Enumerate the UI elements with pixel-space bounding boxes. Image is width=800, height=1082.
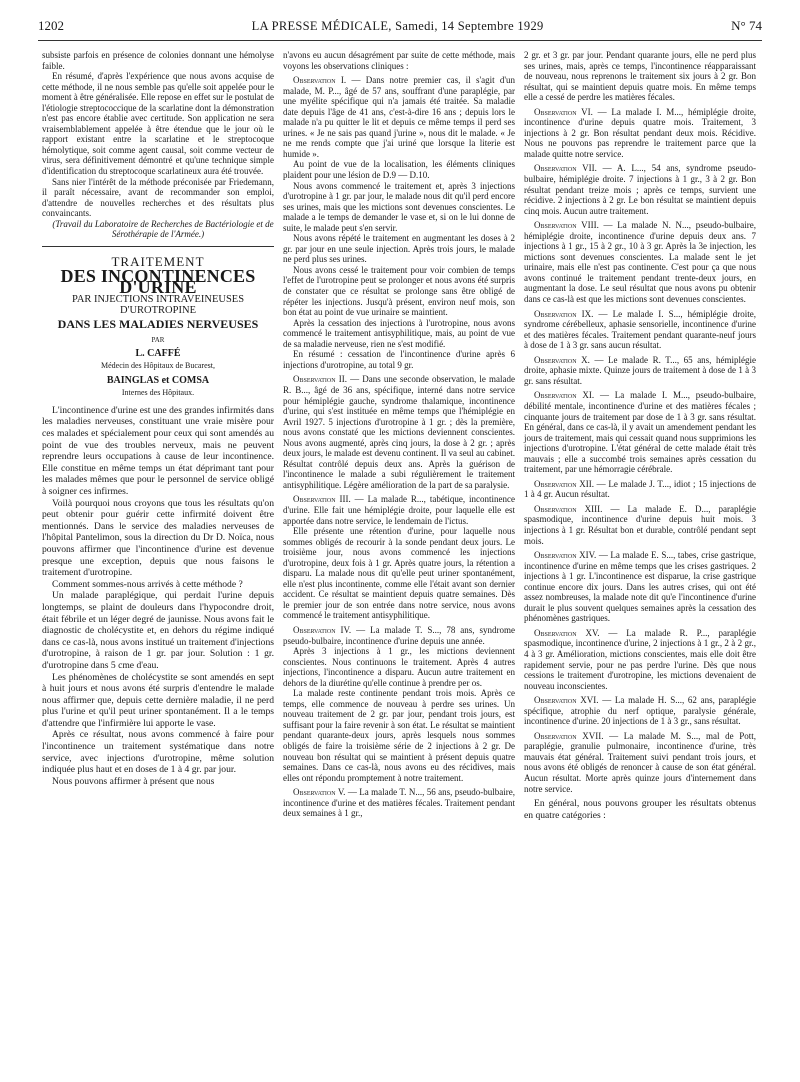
- observation-17: [524, 731, 756, 794]
- observation-12: [524, 479, 756, 500]
- article-subtitle: PAR INJECTIONS INTRAVEINEUSES: [71, 294, 245, 306]
- paragraph: Voilà pourquoi nous croyons que tous les résultats qu'on peut obtenir pour guérir cette infirmité doivent être mentionnés. Dans le service des maladies nerveuses de l'hôpital Pantelimon, sous la direction du Dr D. Noïca, nous pouvons affirmer que l'incontinence d'urine est devenue presque une exception, depuis que nous faisons le traitement d'urotropine.: [42, 497, 274, 579]
- paragraph: Elle présente une rétention d'urine, pour laquelle nous sommes obligés de recourir à la sonde pendant deux jours. Le troisième jour, nous avons commencé les injections d'urotropine, deux fois à 1 gr. Après quatre jours, la rétention a disparu. La malade nous dit qu'elle peut uriner spontanément, elle n'est plus incontinente, comme elle l'était avant son dernier accident. Ce résultat se maintient depuis quatre semaines. Dès le premier jour de son entrée dans notre service, nous avons commencé le traitement antisyphilitique.: [283, 526, 515, 621]
- article-subtitle: D'UROTROPINE: [120, 305, 196, 317]
- paragraph: Nous avons cessé le traitement pour voir combien de temps l'effet de l'urotropine peut se prolonger et nous avons été surpris de constater que ce résultat se prolonge sans être obligé de répéter les injections. Jusqu'à présent, environ neuf mois, son bon état au point de vue urinaire se maintient.: [283, 264, 515, 318]
- journal-running-title: LA PRESSE MÉDICALE, Samedi, 14 Septembre 1929: [251, 19, 544, 33]
- observation-text: — Le malade I. S..., hémiplégie droite, syndrome cérébelleux, aphasie sensorielle, incontinence d'urine et des matières fécales. Traitement pendant quarante-neuf jours à dose de 1 à 3 gr. sans aucun résultat.: [524, 308, 756, 351]
- paragraph: En résumé : cessation de l'incontinence d'urine après 6 injections d'urotropine, au total 9 gr.: [283, 349, 515, 370]
- article-title: DES INCONTINENCES D'URINE: [60, 266, 256, 297]
- observation-text: — La malade R. P..., paraplégie spasmodique, incontinence d'urine, 2 injections à 1 gr., 2 à 2 gr., 4 à 3 gr. Amélioration, mictions conscientes, mais elle doit être rapidement servie, pour ne pas perdre l'urine. Dès que nous cessions le traitement d'urotropine, les mictions devenaient de nouveau inconscientes.: [524, 627, 756, 691]
- observation-2: [283, 374, 515, 490]
- observation-label: Observation I.: [293, 75, 347, 86]
- paragraph: Comment sommes-nous arrivés à cette méthode ?: [52, 578, 243, 590]
- lab-credit: (Travail du Laboratoire de Recherches de Bactériologie et de Sérothérapie de l'Armée.): [52, 218, 274, 240]
- observation-label: Observation XIII.: [534, 503, 603, 514]
- paragraph: Les phénomènes de cholécystite se sont amendés en sept à huit jours et nous avons été surpris d'entendre le malade nous affirmer que, depuis cette dernière maladie, il ne perd plus l'urine et qu'il peut uriner spontanément. Il a le temps d'attendre que l'infirmière lui apporte le vase.: [42, 671, 274, 729]
- paragraph: En général, nous pouvons grouper les résultats obtenus en quatre catégories :: [524, 798, 756, 821]
- observation-label: Observation VI.: [534, 106, 593, 117]
- observation-label: Observation XII.: [534, 478, 594, 489]
- observation-5: [283, 787, 515, 819]
- observation-label: Observation XV.: [534, 627, 600, 638]
- observation-10: [524, 355, 756, 387]
- paragraph: Après 3 injections à 1 gr., les mictions deviennent conscientes. Nous continuons le traitement. Après 4 autres injections, l'incontinence a disparu. Aucun autre traitement en dehors de la diurétine qu'elle continue à prendre per os.: [283, 646, 515, 688]
- observation-text: — La malade T. S..., 78 ans, syndrome pseudo-bulbaire, incontinence d'urine depuis une année.: [283, 624, 515, 646]
- observation-15: [524, 628, 756, 691]
- observation-label: Observation VIII.: [534, 220, 599, 231]
- paragraph: Sans nier l'intérêt de la méthode préconisée par Friedemann, il paraît nécessaire, avant de recommander son emploi, d'attendre de nouvelles recherches et des résultats plus convaincants.: [42, 176, 274, 219]
- observation-4: [283, 625, 515, 646]
- observation-text: — Dans une seconde observation, le malade R. B..., âgé de 36 ans, spécifique, interné dans notre service pour hémiplégie gauche, syndrome thalamique, incontinence d'urine, qui s'est instituée en même temps que l'hémiplégie en Avril 1927. 5 injections d'urotropine à 1 gr. ; dès la première, nous avons constaté que les mictions deviennent conscientes. Nous avons augmenté, après cinq jours, la dose à 2 gr. ; après deux jours, le malade est devenu continent. Il va seul au cabinet. Résultat contrôlé depuis deux ans. Après la guérison de l'incontinence le malade a subi régulièrement le traitement antisyphilitique. Légère amélioration de la part de sa paralysie.: [283, 374, 515, 490]
- observation-label: Observation VII.: [534, 163, 597, 174]
- observation-label: Observation III.: [293, 494, 351, 505]
- paragraph: Après la cessation des injections à l'urotropine, nous avons commencé le traitement antisyphilitique, mais, au point de vue de sa maladie nerveuse, rien ne s'est modifié.: [283, 317, 515, 349]
- observation-text: — La malade T. N..., 56 ans, pseudo-bulbaire, incontinence d'urine et des matières fécales. Traitement pendant deux semaines à 1 gr.,: [283, 787, 516, 819]
- paragraph: Nous avons commencé le traitement et, après 3 injections d'urotropine à 1 gr. par jour, le malade nous dit qu'il perd encore ses urines, mais que les mictions sont devenues conscientes. Le malade a le temps de demander le vase et, si on le lui donne de suite, le malade peut s'en servir.: [283, 180, 515, 233]
- observation-text: — La malade E. D..., paraplégie spasmodique, incontinence d'urine depuis huit mois. 3 injections à 1 gr. Résultat bon et durable, contrôlé pendant sept mois.: [524, 503, 756, 546]
- page-number: 1202: [38, 18, 64, 33]
- divider: [42, 246, 274, 247]
- observation-label: Observation V.: [293, 787, 346, 798]
- paragraph: L'incontinence d'urine est une des grandes infirmités dans les maladies nerveuses, constituant une vraie misère pour ces malades et spécialement pour ceux qui sont amendés au point de vue des troubles nerveux, mais ne peuvent reprendre leurs occupations à cause de leur incontinence. Elle constitue en même temps un état déprimant tant pour les malades mêmes que pour le personnel de service obligé à soigner ces infirmes.: [42, 404, 274, 498]
- observation-text: — Le malade R. T..., 65 ans, hémiplégie droite, aphasie mixte. Quinze jours de traitement à dose de 1 à 3 gr. sans résultat.: [524, 354, 756, 386]
- paragraph: Au point de vue de la localisation, les éléments cliniques plaident pour une lésion de D.9 — D.10.: [283, 159, 515, 181]
- author-name: BAINGLAS et COMSA: [106, 374, 210, 386]
- observation-label: Observation IV.: [293, 624, 352, 635]
- observation-8: [524, 220, 756, 304]
- observation-16: [524, 695, 756, 727]
- paragraph: Nous pouvons affirmer à présent que nous: [52, 775, 215, 787]
- title-kicker: TRAITEMENT: [111, 253, 205, 269]
- paragraph: Après ce résultat, nous avons commencé à faire pour l'incontinence un traitement systématique dans notre service, avec injections d'urotropine, même solution indiquée plus haut et en doses de 1 à 4 gr. par jour.: [42, 729, 274, 776]
- article-title-block: [42, 253, 274, 399]
- observation-9: [524, 309, 756, 351]
- observation-7: [524, 163, 756, 216]
- column-1: [42, 50, 274, 787]
- observation-text: — La malade N. N..., pseudo-bulbaire, hémiplégie droite, incontinence d'urine depuis deux ans. 7 injections à 1 gr., 15 à 2 gr., 10 à 3 gr. Après la 3e injection, les mictions sont devenues conscientes. La malade sent le jet urinaire, mais elle n'est pas continente. C'est pour ça que nous avons continué le traitement pendant trente-deux jours, en augmentant la dose. Le seul résultat que nous avons pu obtenir dans ce cas-là est que les mictions sont devenues conscientes.: [524, 220, 756, 305]
- observation-text: — La malade E. S..., tabes, crise gastrique, incontinence d'urine en même temps que les crises gastriques. 2 injections à 1 gr. L'incontinence est disparue, la crise gastrique continue encore dix jours. Dans les autres crises, qui ont été assez nombreuses, la malade note dit qu'e l'incontinence d'urine durait le plus souvent quelques semaines après la cessation des phénomènes gastriques.: [524, 550, 757, 624]
- observation-text: — A. L..., 54 ans, syndrome pseudo-bulbaire, hémiplégie droite. 7 injections à 1 gr., 3 à 2 gr. Bon résultat pendant treize mois ; après ce temps, survient une récidive. 2 injections à 2 gr. Le bon résultat se maintient depuis cinq mois. Aucun autre traitement.: [524, 163, 756, 216]
- observation-text: — Dans notre premier cas, il s'agit d'un malade, M. P..., âgé de 57 ans, souffrant d'une paraplégie, par une myélite spécifique qui n'a jamais été traitée. Sa maladie date depuis l'âge de 41 ans, c'est-à-dire 16 ans ; depuis lors le malade n'a pu quitter le lit et depuis ce même temps il perd ses urines. « Je ne sais pas quand j'urine », nous dit le malade. « Je ne me rends compte que j'ai uriné que lorsque la literie est humide ».: [283, 75, 515, 159]
- byline-par: PAR: [151, 336, 165, 345]
- paragraph: subsiste parfois en présence de colonies donnant une hémolyse faible.: [42, 50, 274, 71]
- observation-text: — La malade M. S..., mal de Pott, paraplégie, granulie pulmonaire, incontinence d'urine, très mauvais état général. Traitement suivi pendant trois jours, et nous avons été obligés de renoncer à cause de son état général. Aucun résultat. Morte après quinze jours d'internement dans notre service.: [524, 730, 757, 794]
- issue-number: N° 74: [731, 18, 762, 33]
- column-2: [283, 50, 515, 819]
- observation-text: — Le malade J. T..., idiot ; 15 injections de 1 à 4 gr. Aucun résultat.: [524, 478, 757, 500]
- author-name: L. CAFFÉ: [135, 347, 181, 359]
- paragraph: En résumé, d'après l'expérience que nous avons acquise de cette méthode, il ne nous semble pas qu'elle soit appelée pour le moment à être généralisée. Elle repose en effet sur le postulat de l'étiologie streptococcique de la scarlatine dont la démonstration n'est pas encore établie avec certitude. Son application ne sera vraisemblablement appelée à être étendue que le jour où le rapport existant entre la scarlatine et le streptocoque hémolytique, soit comme agent causal, soit comme vecteur de virus, sera définitivement démontré et qu'une technique simple d'identification du streptocoque scarlatineux aura été trouvée.: [42, 71, 274, 177]
- paragraph: 2 gr. et 3 gr. par jour. Pendant quarante jours, elle ne perd plus ses urines, mais, après ce temps, l'incontinence réapparaissant de nouveau, nous reprenons le traitement six jours à 2 gr. Bon résultat, qui se maintient depuis quatre mois. En même temps elle a cessé de perdre les matières fécales.: [524, 50, 756, 103]
- page-header: [38, 18, 762, 41]
- article-body: [42, 405, 274, 788]
- paragraph: Un malade paraplégique, qui perdait l'urine depuis longtemps, se plaint de douleurs dans l'hypocondre droit, était fébrile et un léger degré de jaunisse. Nous avons fait le diagnostic de cholécystite et, en dehors du régime indiqué dans ce cas-là, nous avons institué un traitement d'injections d'urotropine, à raison de 1 gr. par jour. Solution : 1 gr. d'urotropine dans 5 cme d'eau.: [42, 590, 274, 671]
- paragraph: La malade reste continente pendant trois mois. Après ce temps, elle commence de nouveau à perdre ses urines. Un nouveau traitement de 2 gr. par jour, pendant trois jours, est suffisant pour la faire revenir à son état. Le résultat se maintient pendant quarante-deux jours, après lesquels nous sommes obligés de faire la troisième série de 2 injections à 2 gr. De nouveau bon résultat qui se maintient à présent depuis quatre semaines. Dans ce cas-là, nous avons eu des récidives, mais elles ont répondu promptement à notre traitement.: [283, 688, 515, 783]
- observation-label: Observation X.: [534, 354, 590, 365]
- author-role: Internes des Hôpitaux.: [121, 388, 195, 398]
- observation-label: Observation IX.: [534, 308, 594, 319]
- observation-1: [283, 75, 515, 159]
- observation-label: Observation XIV.: [534, 550, 597, 561]
- observation-label: Observation II.: [293, 374, 347, 385]
- observation-text: — La malade I. M..., pseudo-bulbaire, débilité mentale, incontinence d'urine et des matières fécales ; cinquante jours de traitement par dose de 1 à 3 gr. sans résultat. En général, dans ce cas-là, il y avait un amendement pendant les jours de traitement, mais qui cessait quand nous supprimions les injections d'urotropine. L'état général de cette malade était très mauvais ; elle a succombé trois semaines après cessation du traitement, par une hémorragie cérébrale.: [524, 390, 757, 475]
- paragraph: n'avons eu aucun désagrément par suite de cette méthode, mais voyons les observations cliniques :: [283, 50, 515, 71]
- observation-label: Observation XVI.: [534, 695, 599, 706]
- observation-14: [524, 550, 756, 624]
- paragraph: Nous avons répété le traitement en augmentant les doses à 2 gr. par jour en une seule injection. Après trois jours, le malade ne perd plus ses urines.: [283, 233, 515, 265]
- observation-3: [283, 494, 515, 526]
- observation-text: — La malade R..., tabétique, incontinence d'urine. Elle fait une hémiplégie droite, pour laquelle elle est apportée dans notre service, le lendemain de l'ictus.: [283, 494, 515, 526]
- observation-13: [524, 504, 756, 546]
- author-role: Médecin des Hôpitaux de Bucarest,: [101, 361, 215, 371]
- observation-label: Observation XI.: [534, 390, 595, 401]
- observation-label: Observation XVII.: [534, 730, 604, 741]
- column-3: [524, 50, 756, 821]
- observation-text: — La malade H. S..., 62 ans, paraplégie spécifique, atrophie du nerf optique, paralysie générale, incontinence d'urine. 20 injections de 1 à 3 gr., sans résultat.: [524, 695, 757, 727]
- observation-text: — La malade I. M..., hémiplégie droite, incontinence d'urine depuis quatre mois. Traitement, 3 injections à 2 gr. Bon résultat pendant deux mois. Récidive. Nous ne pouvons pas reprendre le traitement parce que la malade quitte notre service.: [524, 106, 756, 159]
- article-subtitle: DANS LES MALADIES NERVEUSES: [57, 316, 259, 331]
- observation-11: [524, 390, 756, 474]
- observation-6: [524, 107, 756, 160]
